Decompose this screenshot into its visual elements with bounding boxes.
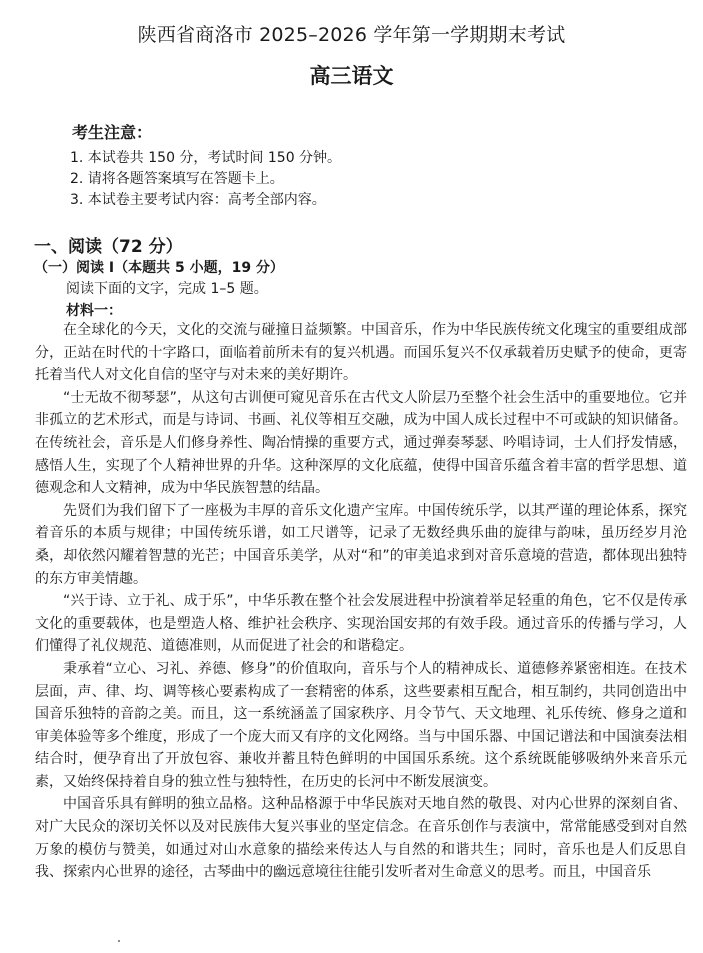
notice-item-2: 2. 请将各题答案填写在答题卡上。 xyxy=(70,171,284,187)
paragraph: “兴于诗、立于礼、成于乐”，中华乐教在整个社会发展进程中扮演着举足轻重的角色，它不仅是传承文化的重要载体，也是塑造人格、维护社会秩序、实现治国安邦的有效手段。通过音乐的传播与学习，人们懂得了礼仪规范、道德准则，从而促进了社会的和谐稳定。 xyxy=(35,593,687,655)
page-mark xyxy=(118,940,120,942)
paragraph: 在全球化的今天，文化的交流与碰撞日益频繁。中国音乐，作为中华民族传统文化瑰宝的重要组成部分，正站在时代的十字路口，面临着前所未有的复兴机遇。而国乐复兴不仅承载着历史赋予的使命，更寄托着当代人对文化自信的坚守与对未来的美好期许。 xyxy=(35,322,687,384)
paragraph: “士无故不彻琴瑟”，从这句古训便可窥见音乐在古代文人阶层乃至整个社会生活中的重要地位。它并非孤立的艺术形式，而是与诗词、书画、礼仪等相互交融，成为中国人成长过程中不可或缺的知识储备。在传统社会，音乐是人们修身养性、陶冶情操的重要方式，通过弹奏琴瑟、吟唱诗词，士人们抒发情感，感悟人生，实现了个人精神世界的升华。这种深厚的文化底蕴，使得中国音乐蕴含着丰富的哲学思想、道德观念和人文精神，成为中华民族智慧的结晶。 xyxy=(35,389,687,497)
paragraph: 中国音乐具有鲜明的独立品格。这种品格源于中华民族对天地自然的敬畏、对内心世界的深刻自省、对广大民众的深切关怀以及对民族伟大复兴事业的坚定信念。在音乐创作与表演中，常常能感受到对自然万象的模仿与赞美，如通过对山水意象的描绘来传达人与自然的和谐共生；同时，音乐也是人们反思自我、探索内心世界的途径，古琴曲中的幽远意境往往能引发听者对生命意义的思考。而且，中国音乐 xyxy=(35,796,687,881)
section-heading: 一、阅读（72 分） xyxy=(34,237,183,257)
exam-title: 陕西省商洛市 2025–2026 学年第一学期期末考试 xyxy=(137,24,566,46)
subsection-heading: （一）阅读 I（本题共 5 小题，19 分） xyxy=(34,260,284,276)
reading-passage xyxy=(35,319,687,884)
paragraph: 先贤们为我们留下了一座极为丰厚的音乐文化遗产宝库。中国传统乐学，以其严谨的理论体系，探究着音乐的本质与规律；中国传统乐谱，如工尺谱等，记录了无数经典乐曲的旋律与韵味，虽历经岁月沧桑，却依然闪耀着智慧的光芒；中国音乐美学，从对“和”的审美追求到对音乐意境的营造，都体现出独特的东方审美情趣。 xyxy=(35,502,687,587)
subject-title: 高三语文 xyxy=(309,64,394,88)
notice-item-1: 1. 本试卷共 150 分，考试时间 150 分钟。 xyxy=(70,150,342,166)
bottom-fade-overlay xyxy=(326,900,703,950)
material-label: 材料一： xyxy=(66,303,122,319)
notice-item-3: 3. 本试卷主要考试内容：高考全部内容。 xyxy=(70,192,326,208)
notice-heading: 考生注意： xyxy=(72,123,153,142)
paragraph: 秉承着“立心、习礼、养德、修身”的价值取向，音乐与个人的精神成长、道德修养紧密相连。在技术层面，声、律、均、调等核心要素构成了一套精密的体系，这些要素相互配合，相互制约，共同创造出中国音乐独特的音韵之美。而且，这一系统涵盖了国家秩序、月令节气、天文地理、礼乐传统、修身之道和审美体验等多个维度，形成了一个庞大而又有序的文化网络。当与中国乐器、中国记谱法和中国演奏法相结合时，便孕育出了开放包容、兼收并蓄且特色鲜明的中国国乐系统。这个系统既能够吸纳外来音乐元素，又始终保持着自身的独立性与独特性，在历史的长河中不断发展演变。 xyxy=(35,660,687,790)
reading-instruction: 阅读下面的文字，完成 1–5 题。 xyxy=(66,281,268,297)
